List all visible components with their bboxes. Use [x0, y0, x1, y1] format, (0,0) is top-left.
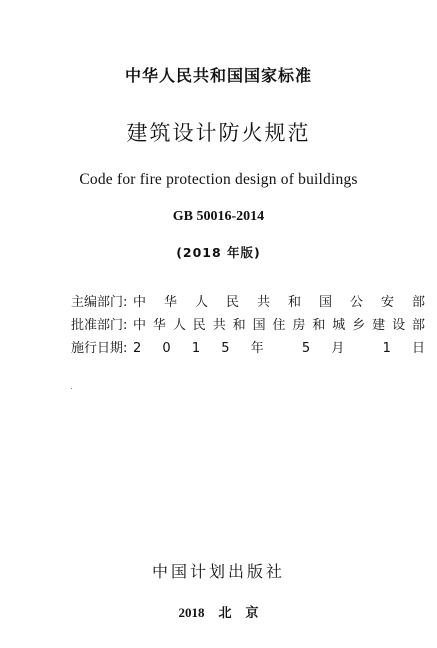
approver-label: 批准部门: [71, 318, 128, 333]
sponsor-label: 主编部门: [71, 295, 128, 310]
publication-city-char-1: 北 [218, 606, 232, 621]
effective-date-value: 2 0 1 5 年 5 月 1 日 [133, 341, 425, 356]
publication-place-year [0, 602, 437, 621]
standard-number: GB 50016-2014 [172, 209, 265, 224]
publisher-name: 中国计划出版社 [151, 562, 285, 581]
sponsor-value: 中 华 人 民 共 和 国 公 安 部 [133, 295, 425, 310]
document-title-english: Code for fire protection design of buildings [79, 171, 358, 188]
approver-value: 中 华 人 民 共 和 国 住 房 和 城 乡 建 设 部 [133, 318, 425, 333]
effective-date-label: 施行日期: [71, 341, 128, 356]
scan-speck [71, 388, 72, 389]
edition-label: (2018 年版) [176, 245, 261, 260]
publication-city-char-2: 京 [245, 606, 259, 621]
document-title: 建筑设计防火规范 [126, 121, 311, 145]
standard-type-header: 中华人民共和国国家标准 [124, 66, 312, 85]
publication-year: 2018 [178, 605, 205, 620]
